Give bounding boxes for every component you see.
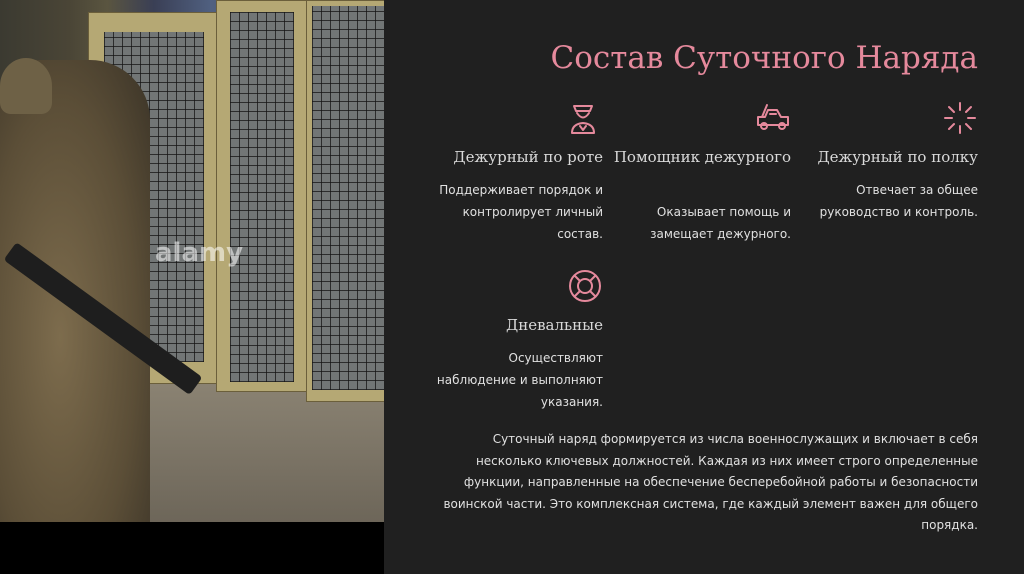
window-mesh-middle [230,12,294,382]
loading-icon [942,100,978,136]
role-desc-line: Поддерживает порядок и [439,183,603,197]
role-desc-line: указания. [540,395,603,409]
role-desc-line: контролирует личный [462,205,603,219]
role-name: Помощник дежурного [613,148,791,166]
target-icon [567,268,603,304]
summary-line: порядка. [921,518,978,532]
role-card-orderlies [403,268,603,418]
officer-icon [565,100,601,136]
soldier-at-window-photo [0,0,384,522]
summary-line: несколько ключевых должностей. Каждая из них имеет строго определенные [475,453,978,468]
window-mesh-right [312,6,384,390]
role-name: Дежурный по роте [453,148,603,166]
summary-line: Суточный наряд формируется из числа военнослужащих и включает в себя [492,432,978,446]
content-panel [384,0,1024,574]
role-name: Дневальные [506,316,603,334]
summary-line: воинской части. Это комплексная система, где каждый элемент важен для общего [443,496,978,511]
role-card-company-duty [403,100,603,250]
role-desc-line: замещает дежурного. [650,227,791,241]
watermark: alamy [155,238,244,268]
role-card-assistant-duty [601,100,791,250]
role-desc-line: руководство и контроль. [819,205,978,219]
role-desc-line: наблюдение и выполняют [436,373,603,387]
summary-paragraph [438,429,978,537]
soldier-helmet [0,58,52,114]
slide-title: Состав Суточного Наряда [550,40,978,76]
role-card-regiment-duty [798,100,978,250]
role-desc-line: Отвечает за общее [856,183,978,197]
tow-truck-icon [755,100,791,136]
role-name: Дежурный по полку [817,148,978,166]
role-desc-line: состав. [557,227,603,241]
summary-line: функции, направленные на обеспечение бесперебойной работы и безопасности [463,475,978,489]
role-desc-line: Осуществляют [508,351,603,365]
photo-bottom-bar [0,522,384,574]
role-desc-line: Оказывает помощь и [656,205,791,219]
